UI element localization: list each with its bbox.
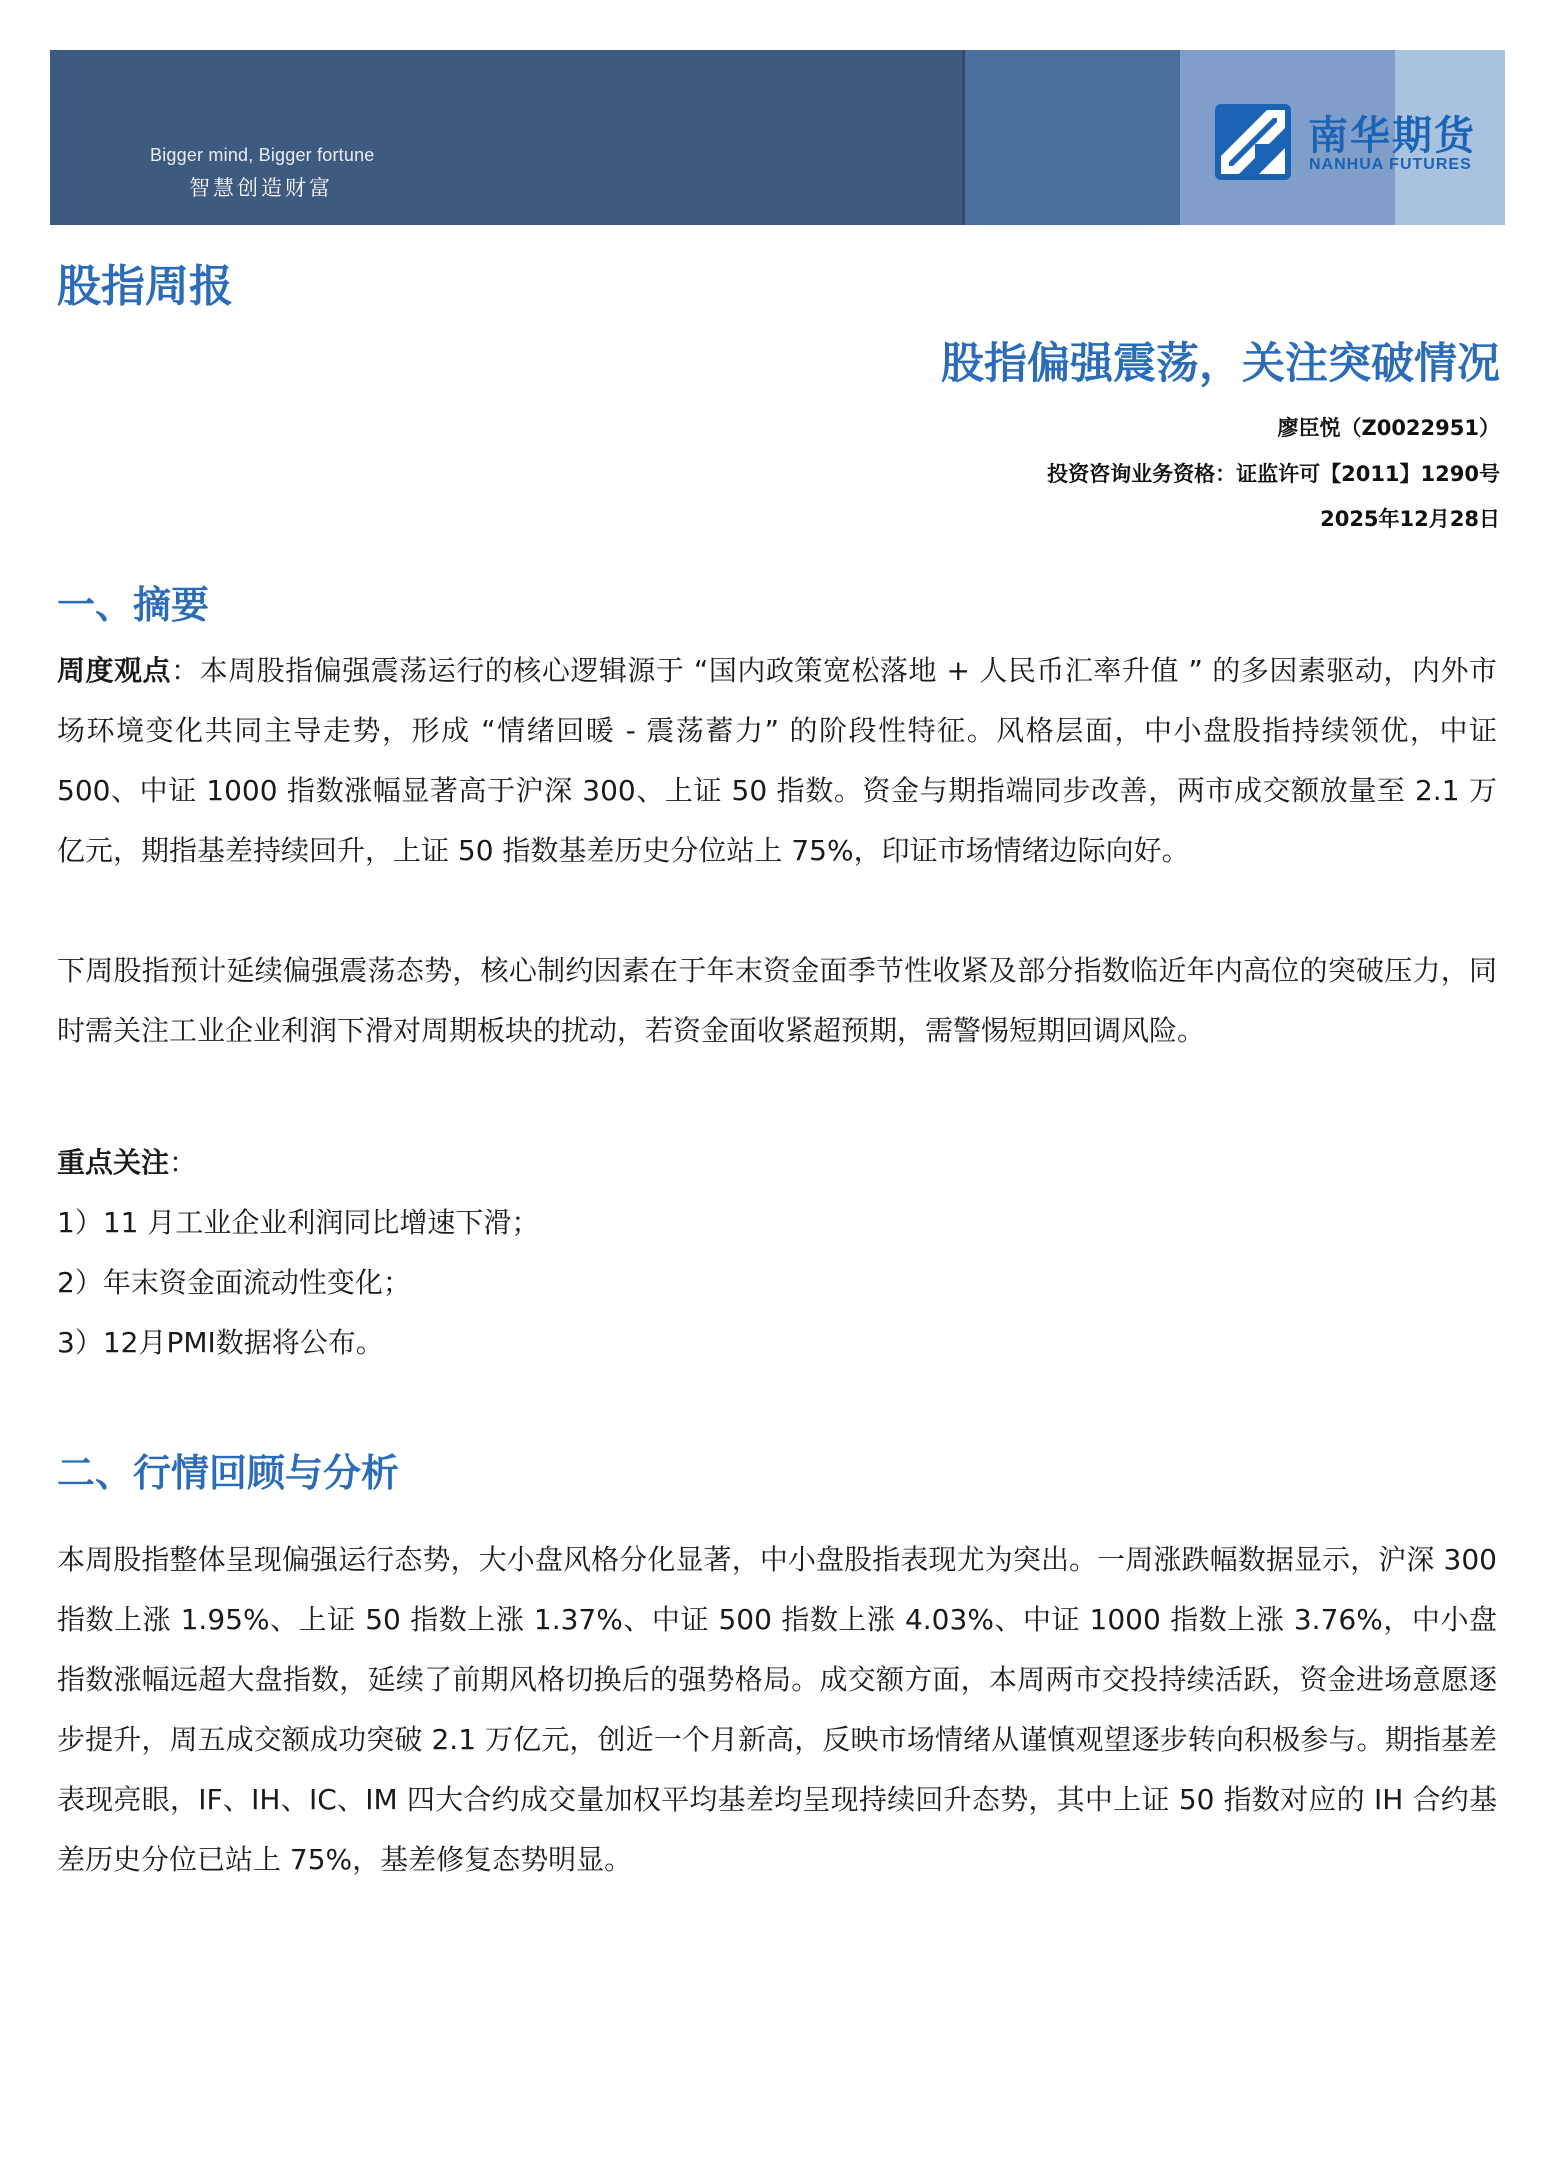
banner-divider <box>962 50 965 225</box>
market-review-paragraph: 本周股指整体呈现偏强运行态势，大小盘风格分化显著，中小盘股指表现尤为突出。一周涨跌幅数据显示，沪深 300 指数上涨 1.95%、上证 50 指数上涨 1.37%、中证 500 指数上涨 4.03%、中证 1000 指数上涨 3.76%，中小盘指数涨幅远超大盘指数，延续了前期风格切换后的强势格局。成交额方面，本周两市交投持续活跃，资金进场意愿逐步提升，周五成交额成功突破 2.1 万亿元，创近一个月新高，反映市场情绪从谨慎观望逐步转向积极参与。期指基差表现亮眼，IF、IH、IC、IM 四大合约成交量加权平均基差均呈现持续回升态势，其中上证 50 指数对应的 IH 合约基差历史分位已站上 75%，基差修复态势明显。 <box>57 1543 1497 1876</box>
focus-heading <box>57 1133 197 1193</box>
company-logo <box>1215 104 1505 184</box>
section-heading-review: 二、行情回顾与分析 <box>57 1451 400 1495</box>
tagline-english: Bigger mind, Bigger fortune <box>150 145 375 165</box>
section-heading-summary: 一、摘要 <box>57 583 210 627</box>
banner-panel <box>965 50 1180 225</box>
tagline-chinese: 智慧创造财富 <box>189 176 333 200</box>
weekly-view-label: 周度观点 <box>57 654 172 687</box>
report-author: 廖臣悦（Z0022951） <box>1277 416 1500 440</box>
logo-chinese-name: 南华期货 <box>1308 113 1476 159</box>
weekly-view-text: ：本周股指偏强震荡运行的核心逻辑源于 “国内政策宽松落地 + 人民币汇率升值 ” 的多因素驱动，内外市场环境变化共同主导走势，形成 “情绪回暖 - 震荡蓄力” 的阶段性特征。风格层面，中小盘股指持续领优，中证 500、中证 1000 指数涨幅显著高于沪深 300、上证 50 指数。资金与期指端同步改善，两市成交额放量至 2.1 万亿元，期指基差持续回升，上证 50 指数基差历史分位站上 75%，印证市场情绪边际向好。 <box>57 654 1497 867</box>
logo-english-name: NANHUA FUTURES <box>1309 156 1472 173</box>
focus-list <box>57 1193 539 1373</box>
report-title: 股指偏强震荡，关注突破情况 <box>941 339 1500 389</box>
report-license: 投资咨询业务资格：证监许可【2011】1290号 <box>1047 462 1500 486</box>
report-type: 股指周报 <box>57 261 233 312</box>
nanhua-logo-icon <box>1215 104 1291 180</box>
list-item: 1）11 月工业企业利润同比增速下滑； <box>57 1206 540 1239</box>
list-item: 3）12月PMI数据将公布。 <box>57 1326 384 1359</box>
focus-colon: ： <box>169 1146 198 1179</box>
header-banner <box>50 50 1505 225</box>
weekly-view-paragraph <box>57 641 1497 881</box>
focus-label: 重点关注 <box>57 1146 170 1179</box>
outlook-paragraph: 下周股指预计延续偏强震荡态势，核心制约因素在于年末资金面季节性收紧及部分指数临近年内高位的突破压力，同时需关注工业企业利润下滑对周期板块的扰动，若资金面收紧超预期，需警惕短期回调风险。 <box>57 954 1497 1047</box>
report-date: 2025年12月28日 <box>1320 507 1500 531</box>
list-item: 2）年末资金面流动性变化； <box>57 1266 411 1299</box>
